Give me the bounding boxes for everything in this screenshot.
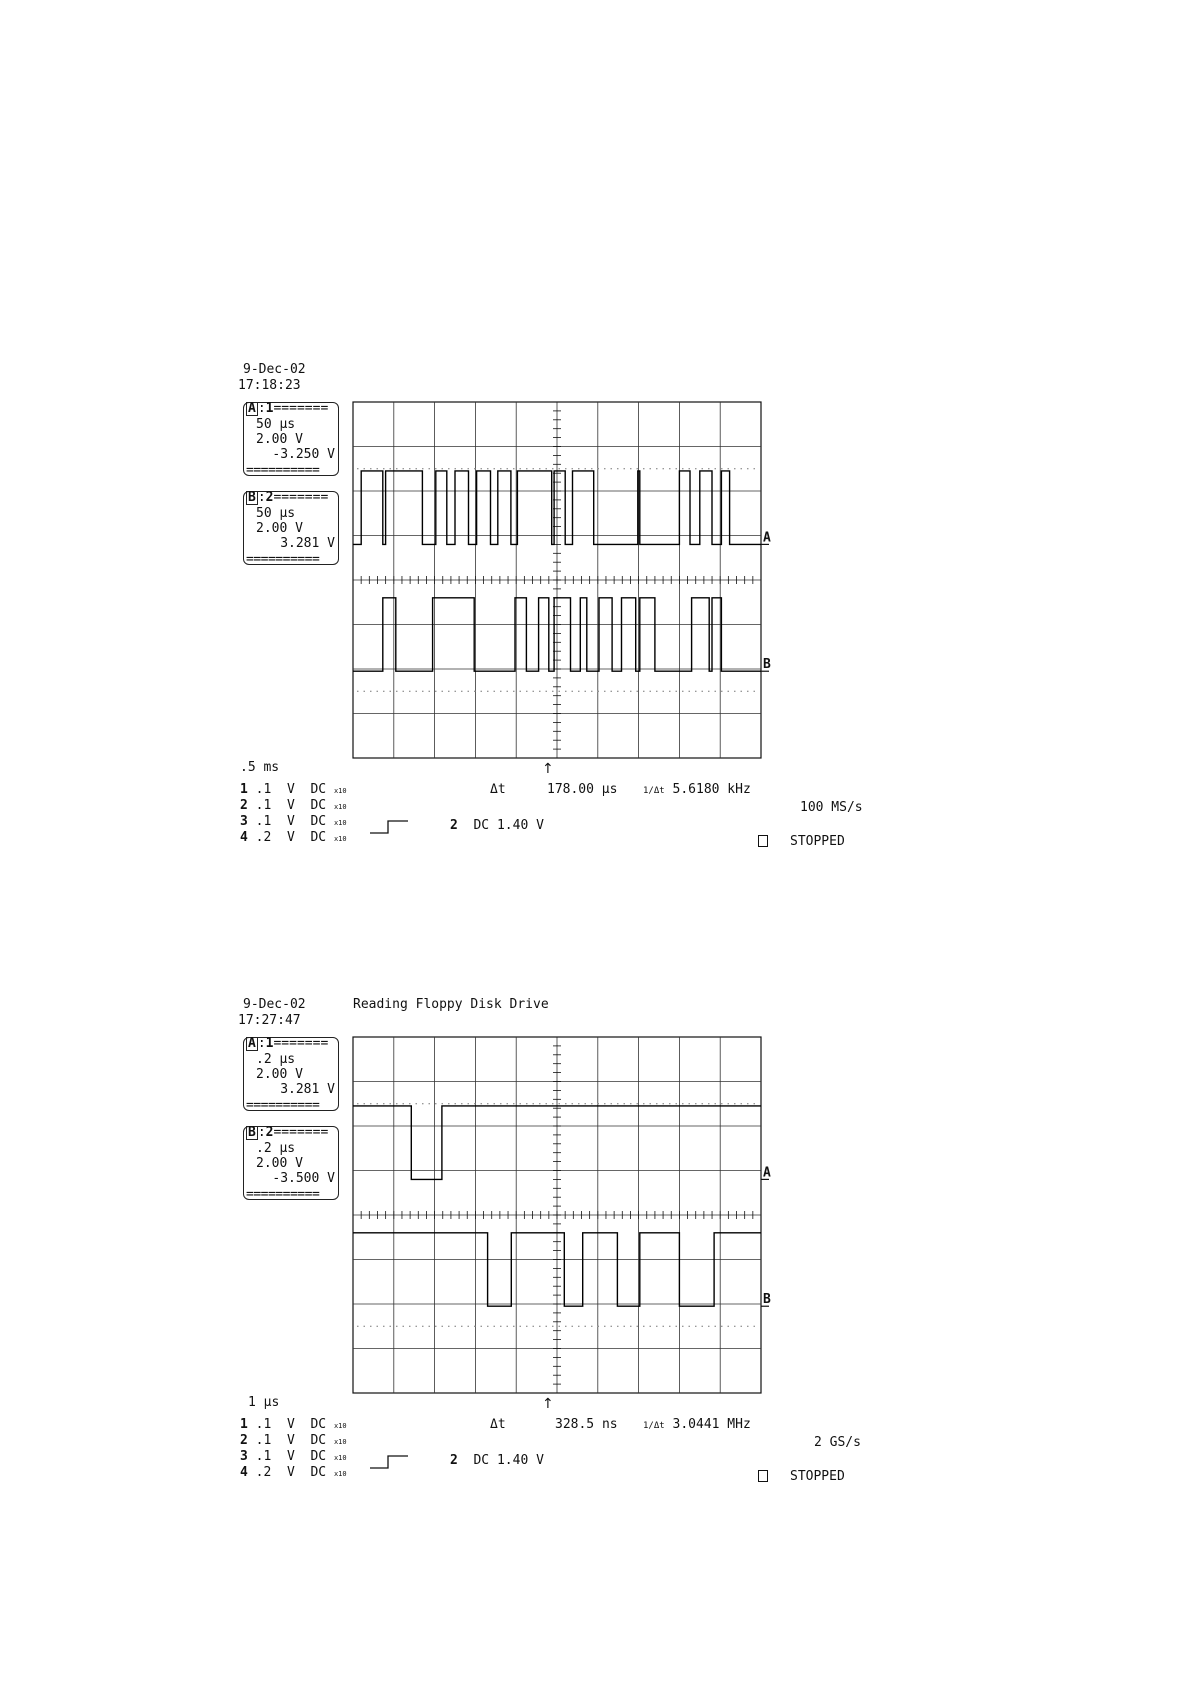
delta-t-label: Δt: [490, 782, 506, 797]
trace-marker-label: B: [763, 1292, 771, 1308]
channel-3-setting: 3 .1 V DC x10: [240, 1449, 347, 1464]
trace-b-time-div: .2 µs: [256, 1141, 296, 1156]
trace-b-settings-box: B :2======= 50 µs 2.00 V 3.281 V ==========: [243, 491, 339, 565]
trace-a-offset: 3.281 V: [280, 1082, 335, 1097]
capture-title: Reading Floppy Disk Drive: [353, 997, 549, 1012]
trace-a-chip: A: [248, 1036, 256, 1051]
status-text: STOPPED: [790, 1469, 845, 1484]
inverse-delta-t: 1/Δt 5.6180 kHz: [643, 782, 751, 797]
trace-b-offset: 3.281 V: [280, 536, 335, 551]
delta-t-label: Δt: [490, 1417, 506, 1432]
trace-marker-label: B: [763, 657, 771, 673]
channel-3-setting: 3 .1 V DC x10: [240, 814, 347, 829]
trigger-edge-icon: [370, 821, 408, 833]
timebase: 1 µs: [248, 1395, 280, 1410]
trace-a-chip: A: [248, 401, 256, 416]
capture-date: 9-Dec-02: [243, 362, 306, 377]
delta-t-value: 178.00 µs: [547, 782, 618, 797]
channel-4-setting: 4 .2 V DC x10: [240, 1465, 347, 1480]
trace-a-volts-div: 2.00 V: [256, 432, 303, 447]
trace-a-settings-box: A :1======= 50 µs 2.00 V -3.250 V ==========: [243, 402, 339, 476]
channel-1-setting: 1 .1 V DC x10: [240, 782, 347, 797]
trigger-setting: 2 DC 1.40 V: [450, 1453, 544, 1468]
trace-marker-label: A: [763, 530, 771, 546]
trace-a-time-div: 50 µs: [256, 417, 296, 432]
capture-date: 9-Dec-02: [243, 997, 306, 1012]
run-stop-indicator: [758, 1470, 768, 1482]
trace-b-offset: -3.500 V: [272, 1171, 335, 1186]
trace-b-settings-box: B :2======= .2 µs 2.00 V -3.500 V ==========: [243, 1126, 339, 1200]
trigger-edge-icon: [370, 1456, 408, 1468]
sample-rate: 2 GS/s: [814, 1435, 861, 1450]
trace-a-settings-box: A :1======= .2 µs 2.00 V 3.281 V ==========: [243, 1037, 339, 1111]
scope-capture-1: [0, 358, 1191, 878]
trace-a-volts-div: 2.00 V: [256, 1067, 303, 1082]
inverse-delta-t: 1/Δt 3.0441 MHz: [643, 1417, 751, 1432]
trace-a-offset: -3.250 V: [272, 447, 335, 462]
scope-capture-2: [0, 993, 1191, 1513]
scope-screen-2: [0, 993, 1191, 1513]
trace-b-chip: B: [248, 1125, 256, 1140]
delta-t-value: 328.5 ns: [555, 1417, 618, 1432]
status-text: STOPPED: [790, 834, 845, 849]
trace-b-time-div: 50 µs: [256, 506, 296, 521]
channel-4-setting: 4 .2 V DC x10: [240, 830, 347, 845]
trigger-arrow: ↑: [542, 761, 554, 777]
trace-a-time-div: .2 µs: [256, 1052, 296, 1067]
capture-time: 17:27:47: [238, 1013, 301, 1028]
channel-2-setting: 2 .1 V DC x10: [240, 1433, 347, 1448]
sample-rate: 100 MS/s: [800, 800, 863, 815]
timebase: .5 ms: [240, 760, 280, 775]
trace-b-volts-div: 2.00 V: [256, 1156, 303, 1171]
scope-screen-1: [0, 358, 1191, 878]
capture-time: 17:18:23: [238, 378, 301, 393]
trace-marker-label: A: [763, 1165, 771, 1181]
trigger-setting: 2 DC 1.40 V: [450, 818, 544, 833]
channel-1-setting: 1 .1 V DC x10: [240, 1417, 347, 1432]
trace-b-chip: B: [248, 490, 256, 505]
trigger-arrow: ↑: [542, 1396, 554, 1412]
channel-2-setting: 2 .1 V DC x10: [240, 798, 347, 813]
trace-b-volts-div: 2.00 V: [256, 521, 303, 536]
run-stop-indicator: [758, 835, 768, 847]
